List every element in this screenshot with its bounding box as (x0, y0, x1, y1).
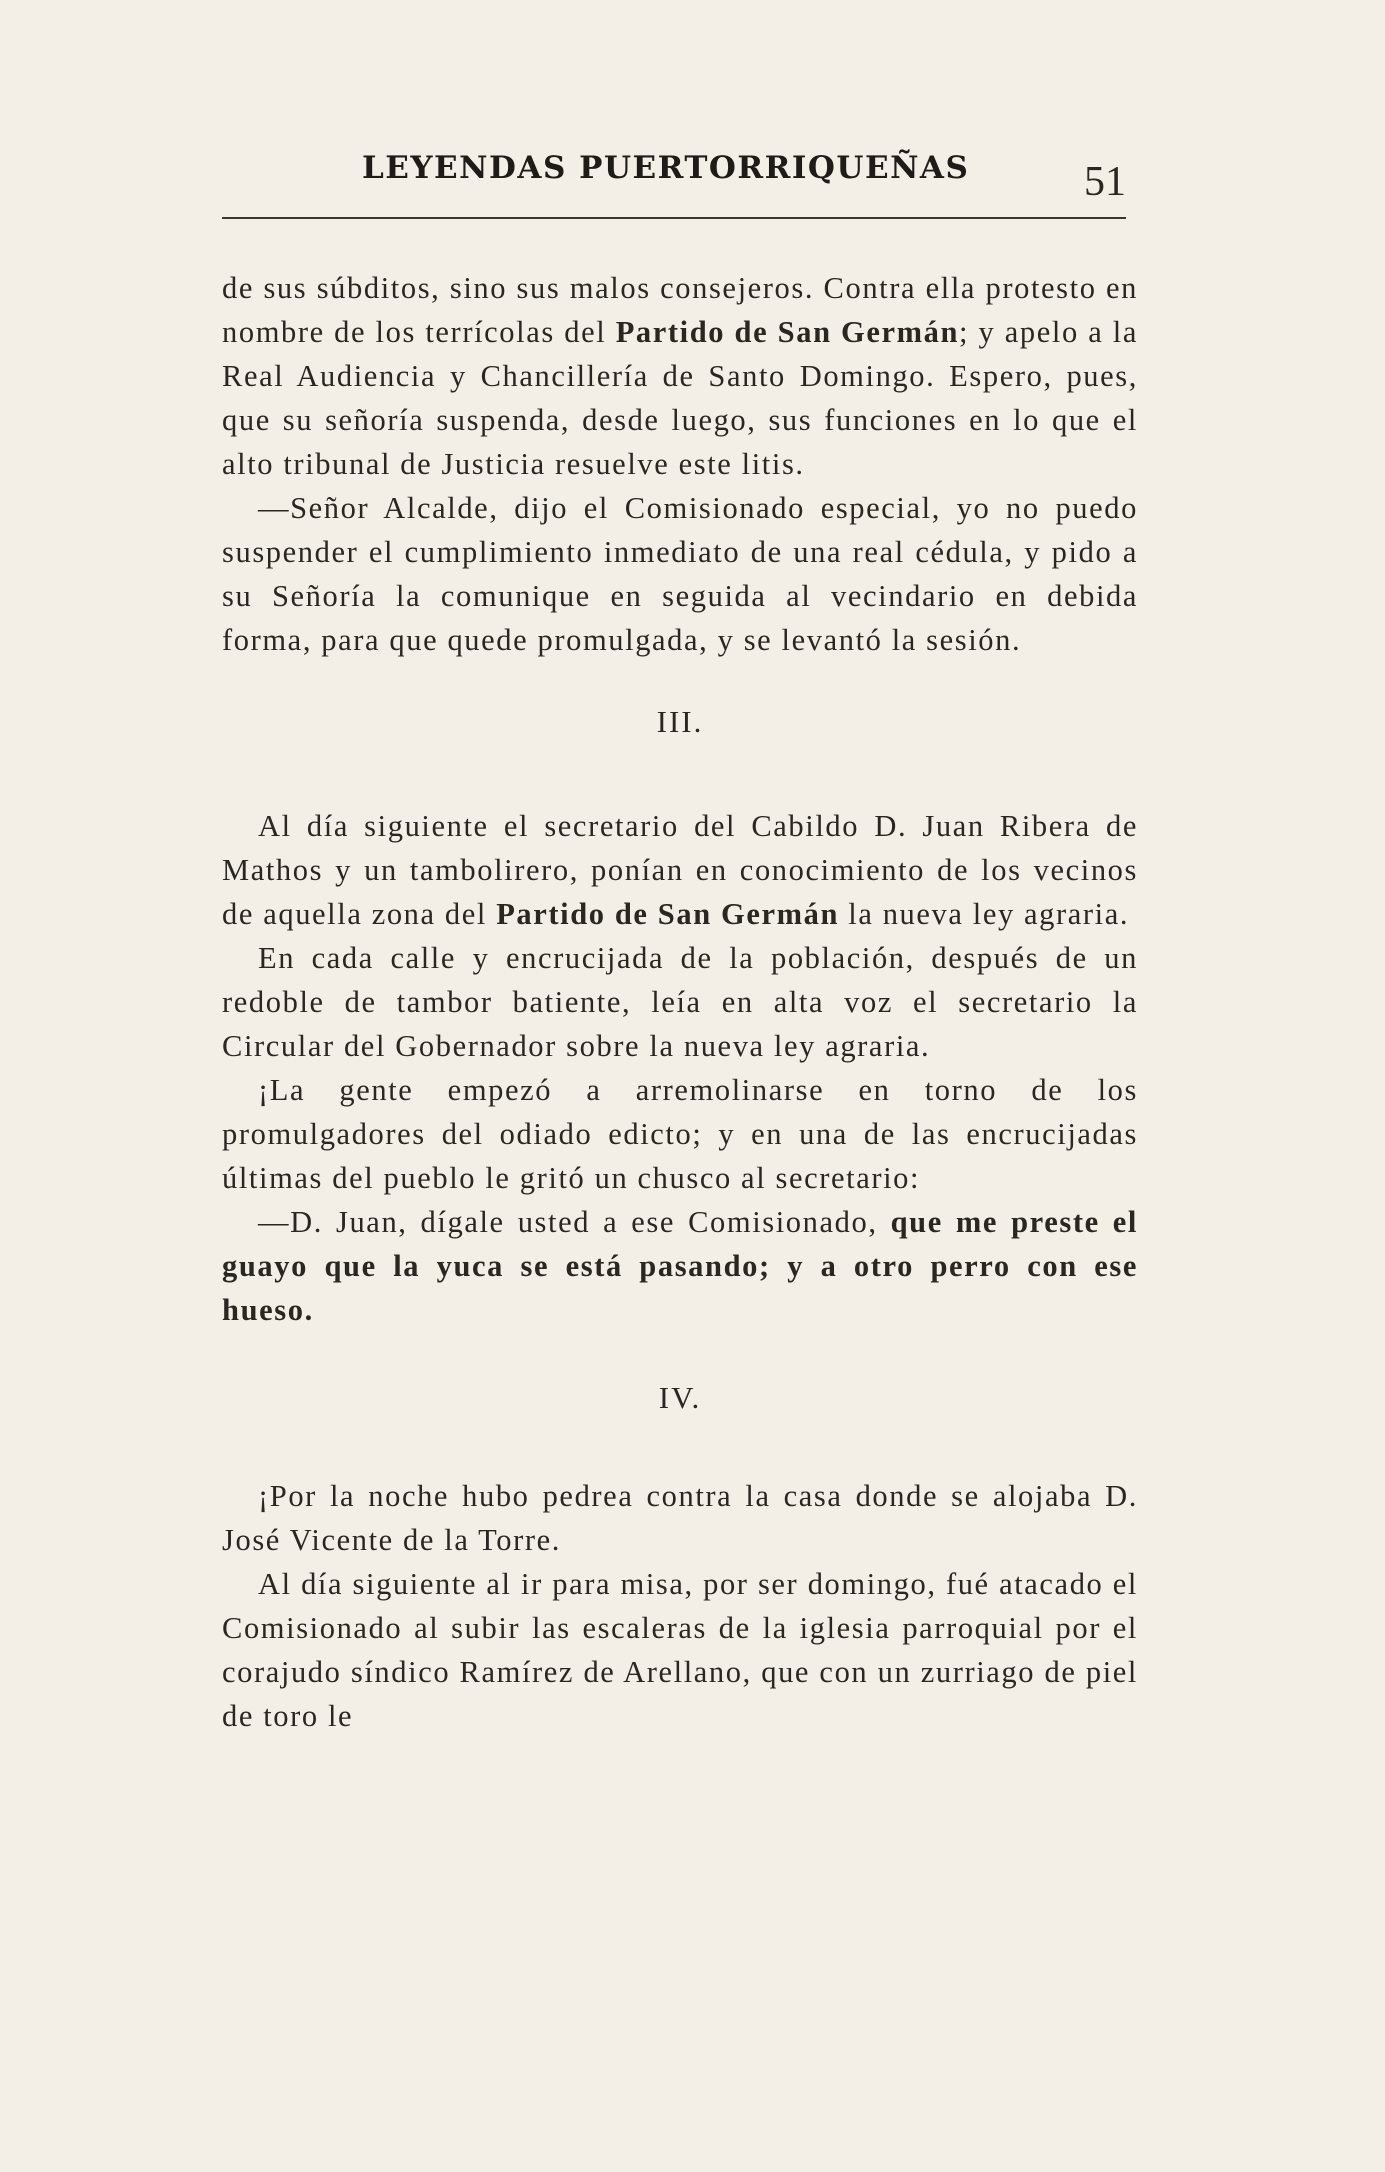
section-heading-iv: IV. (658, 1380, 702, 1415)
paragraphs-before (222, 266, 1138, 662)
paragraph-p4 (222, 936, 1138, 1068)
text-run: En cada calle y encrucijada de la población, después de un redoble de tambor batiente, leía en alta voz el secretario la Circular del Gobernador sobre la nueva ley agraria. (222, 941, 1138, 1063)
section-heading-iii: III. (656, 704, 704, 739)
text-run: de sus súbditos, sino sus malos consejeros. Contra ella protesto en nombre de los terrícolas del (222, 271, 1138, 349)
text-run: la nueva ley agraria. (839, 897, 1130, 931)
section-iii-text (222, 804, 1138, 1332)
text-run: —Señor Alcalde, dijo el Comisionado especial, yo no puedo suspender el cumplimiento inmediato de una real cédula, y pido a su Señoría la comunique en seguida al vecindario en debida forma, para que quede promulgada, y se levantó la sesión. (222, 491, 1138, 657)
page-body (222, 266, 1138, 1738)
header-rule (222, 217, 1126, 219)
paragraph-p5 (222, 1068, 1138, 1200)
paragraph-p8 (222, 1562, 1138, 1738)
text-run: —D. Juan, dígale usted a ese Comisionado, (258, 1205, 891, 1239)
page-header (222, 150, 1126, 210)
bold-text-run: que me preste el guayo que la yuca se está pasando; y a otro perro con ese hueso. (222, 1205, 1138, 1327)
text-run: ; y apelo a la Real Audiencia y Chancillería de Santo Domingo. Espero, pues, que su señoría suspenda, desde luego, sus funciones en lo que el alto tribunal de Justicia resuelve este litis. (222, 315, 1138, 481)
bold-text-run: Partido de San Germán (615, 315, 960, 349)
paragraph-p1 (222, 266, 1138, 486)
text-run: Al día siguiente al ir para misa, por ser domingo, fué atacado el Comisionado al subir las escaleras de la iglesia parroquial por el corajudo síndico Ramírez de Arellano, que con un zurriago de piel de toro le (222, 1567, 1138, 1733)
paragraph-p2 (222, 486, 1138, 662)
paragraph-p7 (222, 1474, 1138, 1562)
running-title: LEYENDAS PUERTORRIQUEÑAS (362, 150, 970, 186)
paragraph-p6 (222, 1200, 1138, 1332)
paragraph-p3 (222, 804, 1138, 936)
section-iv-text (222, 1474, 1138, 1738)
page-number: 51 (1084, 159, 1126, 205)
text-run: Al día siguiente el secretario del Cabildo D. Juan Ribera de Mathos y un tambolirero, ponían en conocimiento de los vecinos de aquella zona del (222, 809, 1138, 931)
bold-text-run: Partido de San Germán (496, 897, 840, 931)
text-run: ¡Por la noche hubo pedrea contra la casa donde se alojaba D. José Vicente de la Torre. (222, 1479, 1138, 1557)
text-run: ¡La gente empezó a arremolinarse en torno de los promulgadores del odiado edicto; y en una de las encrucijadas últimas del pueblo le gritó un chusco al secretario: (222, 1073, 1138, 1195)
